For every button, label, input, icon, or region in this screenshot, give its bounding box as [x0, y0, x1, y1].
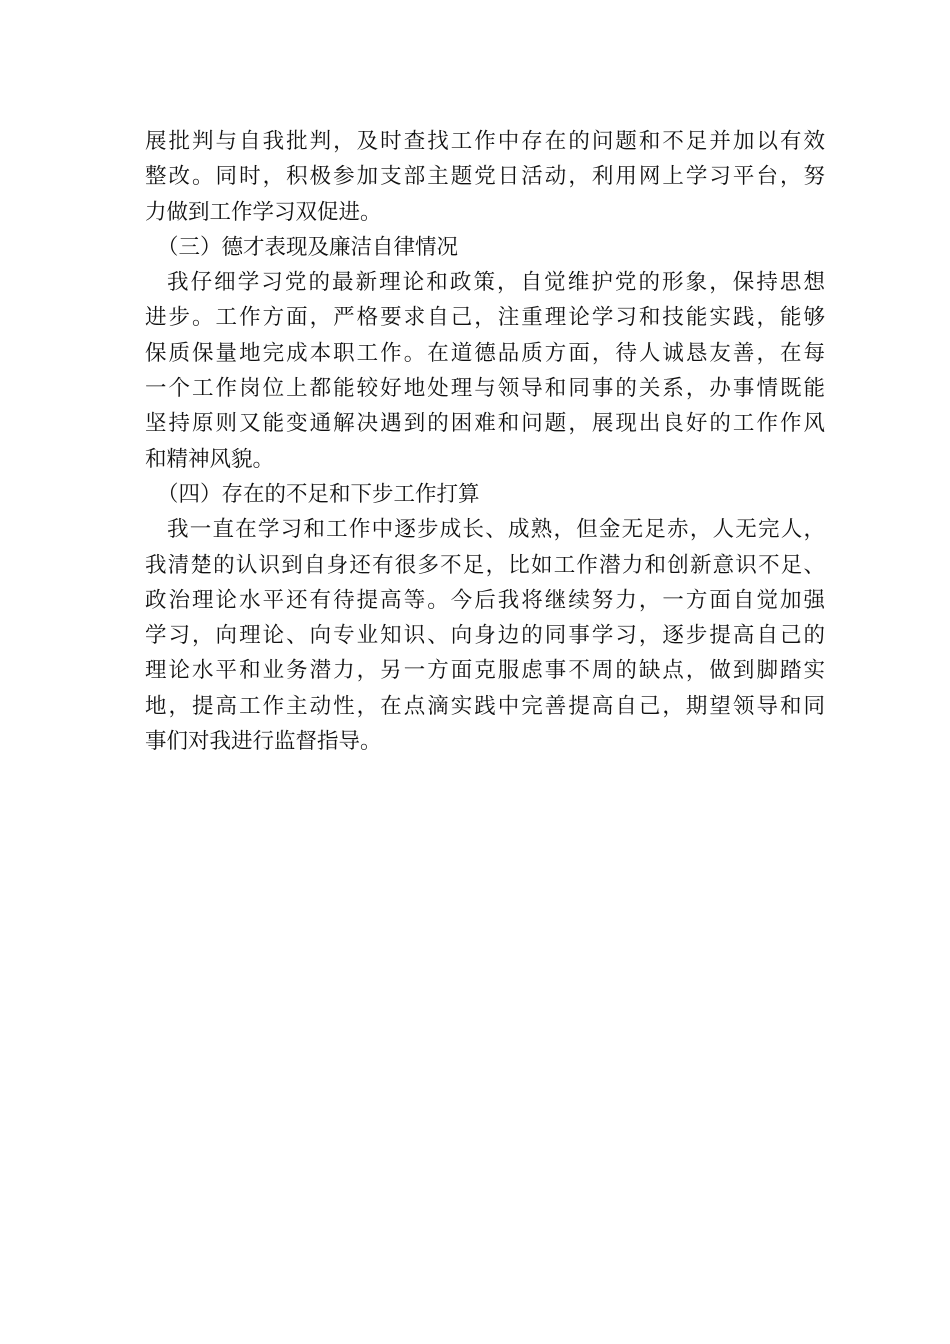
paragraph-line: 我一直在学习和工作中逐步成长、成熟，但金无足赤，人无完人，: [167, 517, 825, 543]
paragraph-line: 进步。工作方面，严格要求自己，注重理论学习和技能实践，能够: [145, 305, 825, 331]
section-heading-four: （四）存在的不足和下步工作打算: [157, 481, 480, 507]
paragraph-line: 我仔细学习党的最新理论和政策，自觉维护党的形象，保持思想: [167, 270, 825, 296]
paragraph-line: 我清楚的认识到自身还有很多不足，比如工作潜力和创新意识不足、: [145, 552, 825, 578]
section-heading-three: （三）德才表现及廉洁自律情况: [157, 234, 459, 260]
paragraph-line: 理论水平和业务潜力，另一方面克服虑事不周的缺点，做到脚踏实: [145, 658, 825, 684]
paragraph-line: 保质保量地完成本职工作。在道德品质方面，待人诚恳友善，在每: [145, 340, 825, 366]
paragraph-line: 和精神风貌。: [145, 446, 275, 472]
paragraph-line: 地，提高工作主动性，在点滴实践中完善提高自己，期望领导和同: [145, 693, 825, 719]
paragraph-line: 坚持原则又能变通解决遇到的困难和问题，展现出良好的工作作风: [145, 411, 825, 437]
paragraph-line: 整改。同时，积极参加支部主题党日活动，利用网上学习平台，努: [145, 164, 825, 190]
paragraph-line: 力做到工作学习双促进。: [145, 199, 382, 225]
paragraph-line: 展批判与自我批判，及时查找工作中存在的问题和不足并加以有效: [145, 129, 825, 154]
document-body: [145, 124, 825, 759]
paragraph-line: 事们对我进行监督指导。: [145, 729, 382, 755]
paragraph-line: 学习，向理论、向专业知识、向身边的同事学习，逐步提高自己的: [145, 623, 825, 649]
paragraph-line: 一个工作岗位上都能较好地处理与领导和同事的关系，办事情既能: [145, 376, 825, 402]
paragraph-line: 政治理论水平还有待提高等。今后我将继续努力，一方面自觉加强: [145, 587, 825, 613]
